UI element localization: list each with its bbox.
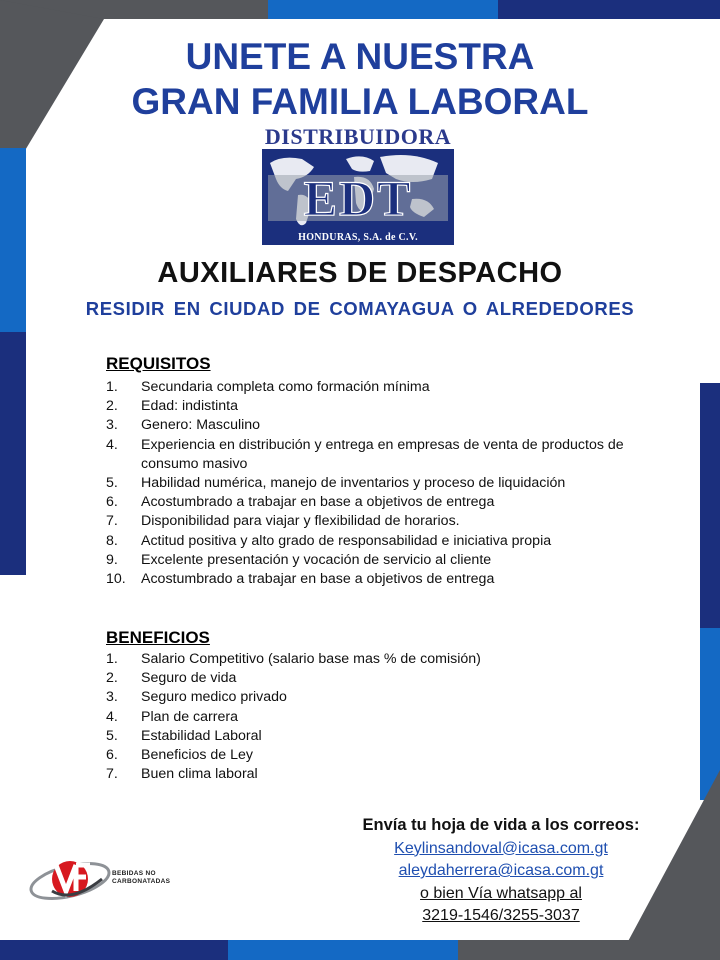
headline-line-2: GRAN FAMILIA LABORAL: [131, 81, 589, 122]
logo-top-text: DISTRIBUIDORA: [264, 124, 452, 149]
logo-emblem: [262, 149, 454, 245]
right-navy-bar: [700, 383, 720, 628]
list-item: 3. Seguro medico privado: [106, 689, 287, 706]
vf-logo-icon: [28, 851, 112, 909]
job-title: AUXILIARES DE DESPACHO: [157, 257, 563, 289]
left-navy-bar: [0, 332, 26, 575]
right-blue-bar: [700, 628, 720, 800]
list-item: 7. Disponibilidad para viajar y flexibilidad de horarios.: [106, 513, 460, 530]
list-item: 3. Genero: Masculino: [106, 417, 261, 434]
list-item: 10. Acostumbrado a trabajar en base a objetivos de entrega: [106, 571, 495, 588]
bottom-navy-bar: [0, 940, 228, 960]
company-logo: [258, 124, 458, 248]
list-item: 1. Salario Competitivo (salario base mas % de comisión): [106, 651, 481, 667]
world-map-icon: [262, 149, 454, 245]
whatsapp-label: o bien Vía whatsapp al: [420, 884, 582, 902]
list-item: 7. Buen clima laboral: [106, 766, 258, 783]
bottom-blue-bar: [228, 940, 458, 960]
contact-section: [320, 814, 682, 928]
email-link-2[interactable]: aleydaherrera@icasa.com.gt: [398, 862, 604, 879]
headline-line-1: UNETE A NUESTRA: [185, 36, 535, 77]
bottom-gray-bar: [458, 940, 640, 960]
benefits-list: [106, 650, 646, 784]
list-item: 4. Experiencia en distribución y entrega en empresas de venta de productos de consumo masivo: [106, 436, 624, 472]
email-link-1[interactable]: Keylinsandoval@icasa.com.gt: [394, 839, 608, 857]
job-location: RESIDIR EN CIUDAD DE COMAYAGUA O ALREDEDORES: [85, 298, 635, 319]
list-item: 9. Excelente presentación y vocación de servicio al cliente: [106, 551, 492, 568]
logo-letters: EDT: [303, 170, 413, 226]
requirements-list: [106, 378, 646, 589]
top-blue-bar: [268, 0, 498, 19]
list-item: 5. Habilidad numérica, manejo de inventarios y proceso de liquidación: [106, 475, 566, 492]
list-item: 5. Estabilidad Laboral: [106, 727, 262, 744]
phone-numbers: 3219-1546/3255-3037: [422, 907, 580, 924]
list-item: 2. Seguro de vida: [106, 670, 237, 687]
vf-tagline: BEBIDAS NO CARBONATADAS: [112, 870, 171, 885]
list-item: 4. Plan de carrera: [106, 708, 238, 725]
list-item: 6. Beneficios de Ley: [106, 747, 253, 764]
list-item: 1. Secundaria completa como formación mínima: [106, 379, 430, 395]
list-item: 6. Acostumbrado a trabajar en base a objetivos de entrega: [106, 494, 495, 511]
logo-bottom-text: HONDURAS, S.A. de C.V.: [298, 232, 418, 243]
requirements-title: REQUISITOS: [106, 354, 211, 373]
vf-brand-logo: [28, 851, 173, 909]
list-item: 2. Edad: indistinta: [106, 398, 239, 415]
benefits-title: BENEFICIOS: [106, 628, 210, 647]
top-navy-bar: [498, 0, 720, 19]
list-item: 8. Actitud positiva y alto grado de responsabilidad e iniciativa propia: [106, 532, 552, 549]
left-blue-bar: [0, 148, 26, 332]
contact-heading: Envía tu hoja de vida a los correos:: [362, 816, 640, 834]
